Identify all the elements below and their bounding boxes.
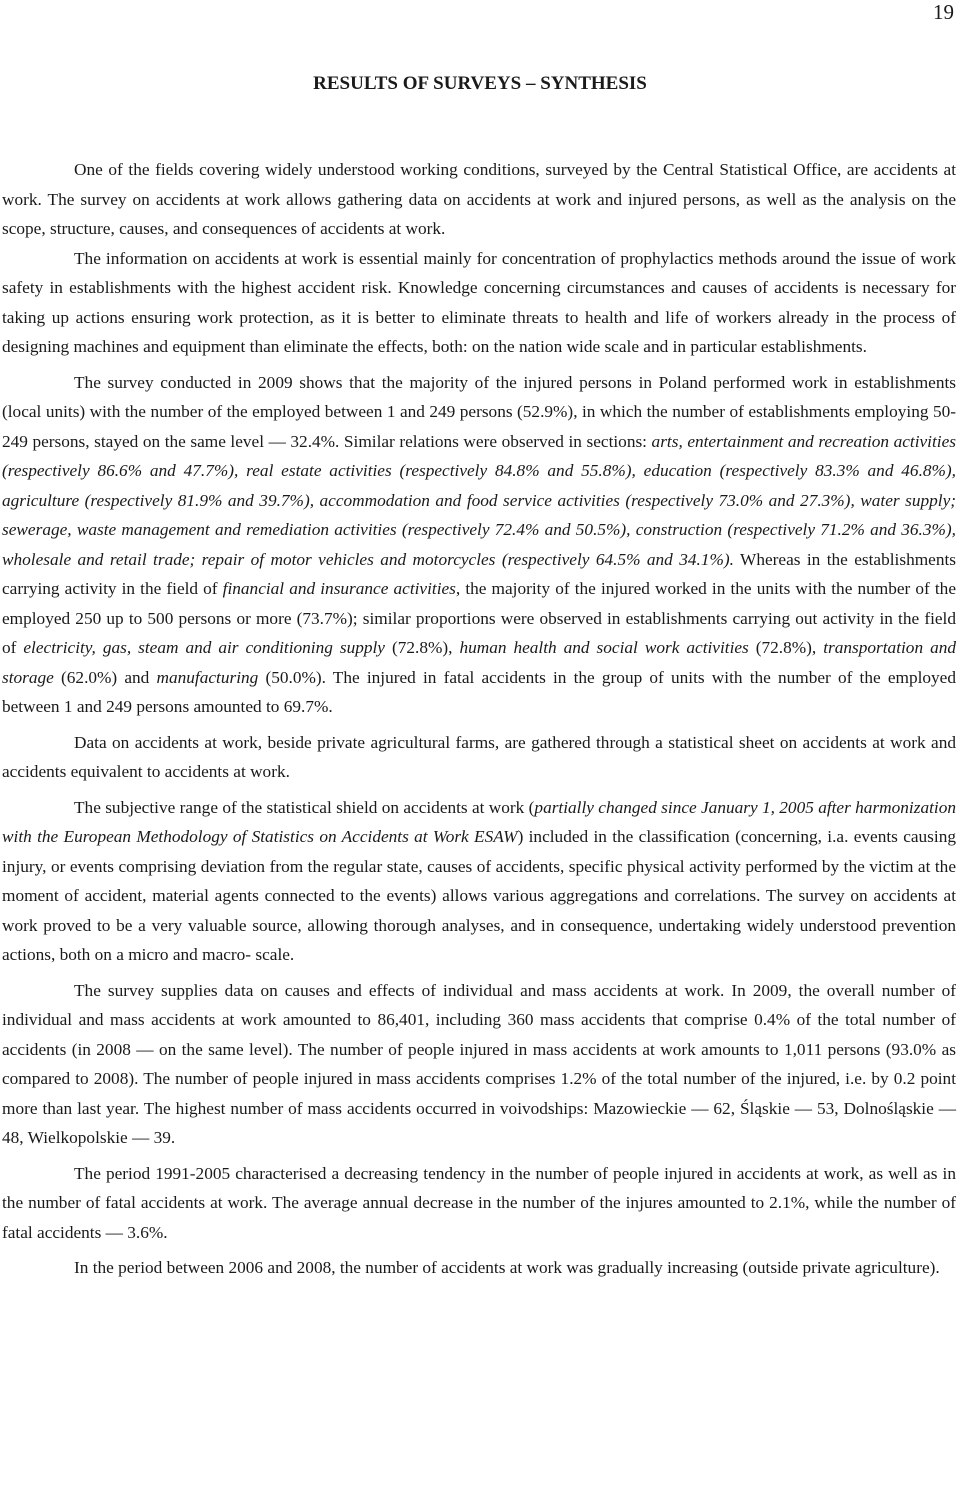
page-number: 19: [933, 0, 954, 24]
document-body: [2, 155, 956, 1283]
text-run: (72.8%),: [384, 638, 460, 657]
paragraph-survey-2009: [2, 368, 956, 722]
italic-run: electricity, gas, steam and air conditioning supply: [23, 638, 385, 657]
paragraph-period-2006-2008: In the period between 2006 and 2008, the number of accidents at work was gradually increasing (outside private agriculture).: [74, 1258, 940, 1277]
text-run: Whereas in the establishments carrying activity in the field of: [2, 549, 956, 598]
text-run: (62.0%) and: [53, 667, 157, 687]
italic-run: human health and social work activities: [459, 638, 749, 657]
text-run: The subjective range of the statistical shield on accidents at work (: [74, 797, 535, 817]
italic-run: transportation and storage: [2, 638, 956, 687]
text-run: ) included in the classification (concerning, i.a. events causing injury, or events comprising deviation from the regular state, causes of accidents, specific physical activity performed by the victim at the moment of accident, material agents connected to the events) allows various aggregations and correlations. The survey on accidents at work proved to be a very valuable source, allowing thorough analyses, and in consequence, undertaking widely understood prevention actions, both on a micro and macro- scale.: [2, 827, 956, 964]
italic-run: financial and insurance activities: [222, 579, 456, 598]
paragraph-period-1991-2005: The period 1991-2005 characterised a decreasing tendency in the number of people injured in accidents at work, as well as in the number of fatal accidents at work. The average annual decrease in the number of the injures amounted to 2.1%, while the number of fatal accidents — 3.6%.: [2, 1163, 956, 1242]
section-title: RESULTS OF SURVEYS – SYNTHESIS: [313, 73, 647, 94]
text-run: (72.8%),: [748, 638, 824, 657]
paragraph-prophylactics: The information on accidents at work is essential mainly for concentration of prophylactics methods around the issue of work safety in establishments with the highest accident risk. Knowledge concerning circumstances and causes of accidents is necessary for taking up actions ensuring work protection, as it is better to eliminate threats to health and life of workers already in the process of designing machines and equipment than eliminate the effects, both: on the nation wide scale and in particular establishments.: [2, 248, 956, 356]
italic-run: partially changed since January 1, 2005 after harmonization with the European Methodology of Statistics on Accidents at Work ESAW: [2, 797, 956, 846]
text-run: , the majority of the injured worked in the units with the number of the employed 250 up to 500 persons or more (73.7%); similar proportions were observed in establishments carrying out activity in the field of: [2, 579, 956, 657]
paragraph-subjective-range: [2, 793, 956, 970]
paragraph-intro: One of the fields covering widely understood working conditions, surveyed by the Central Statistical Office, are accidents at work. The survey on accidents at work allows gathering data on accidents at work and injured persons, as well as the analysis on the scope, structure, causes, and consequences of accidents at work.: [2, 160, 956, 238]
italic-run: manufacturing: [156, 667, 259, 687]
text-run: (50.0%). The injured in fatal accidents in the group of units with the number of the employed between 1 and 249 persons amounted to 69.7%.: [2, 667, 956, 716]
text-run: The survey conducted in 2009 shows that the majority of the injured persons in Poland performed work in establishments (local units) with the number of the employed between 1 and 249 persons (52.9%), in which the number of establishments employing 50-249 persons, stayed on the same level — 32.4%. Similar relations were observed in sections:: [2, 372, 956, 451]
italic-run: arts, entertainment and recreation activities (respectively 86.6% and 47.7%), real estate activities (respectively 84.8% and 55.8%), education (respectively 83.3% and 46.8%), agriculture (respectively 81.9% and 39.7%), accommodation and food service activities (respectively 73.0% and 27.3%), water supply; sewerage, waste management and remediation activities (respectively 72.4% and 50.5%), construction (respectively 71.2% and 36.3%), wholesale and retail trade; repair of motor vehicles and motorcycles (respectively 64.5% and 34.1%).: [2, 431, 956, 569]
paragraph-data-sources: Data on accidents at work, beside private agricultural farms, are gathered through a statistical sheet on accidents at work and accidents equivalent to accidents at work.: [2, 732, 956, 781]
paragraph-mass-accidents: The survey supplies data on causes and effects of individual and mass accidents at work. In 2009, the overall number of individual and mass accidents at work amounted to 86,401, including 360 mass accidents that comprise 0.4% of the total number of accidents (in 2008 — on the same level). The number of people injured in mass accidents at work amounts to 1,011 persons (93.0% as compared to 2008). The number of people injured in mass accidents comprises 1.2% of the total number of the injured, i.e. by 0.2 point more than last year. The highest number of mass accidents occurred in voivodships: Mazowieckie — 62, Śląskie — 53, Dolnośląskie — 48, Wielkopolskie — 39.: [2, 980, 956, 1147]
